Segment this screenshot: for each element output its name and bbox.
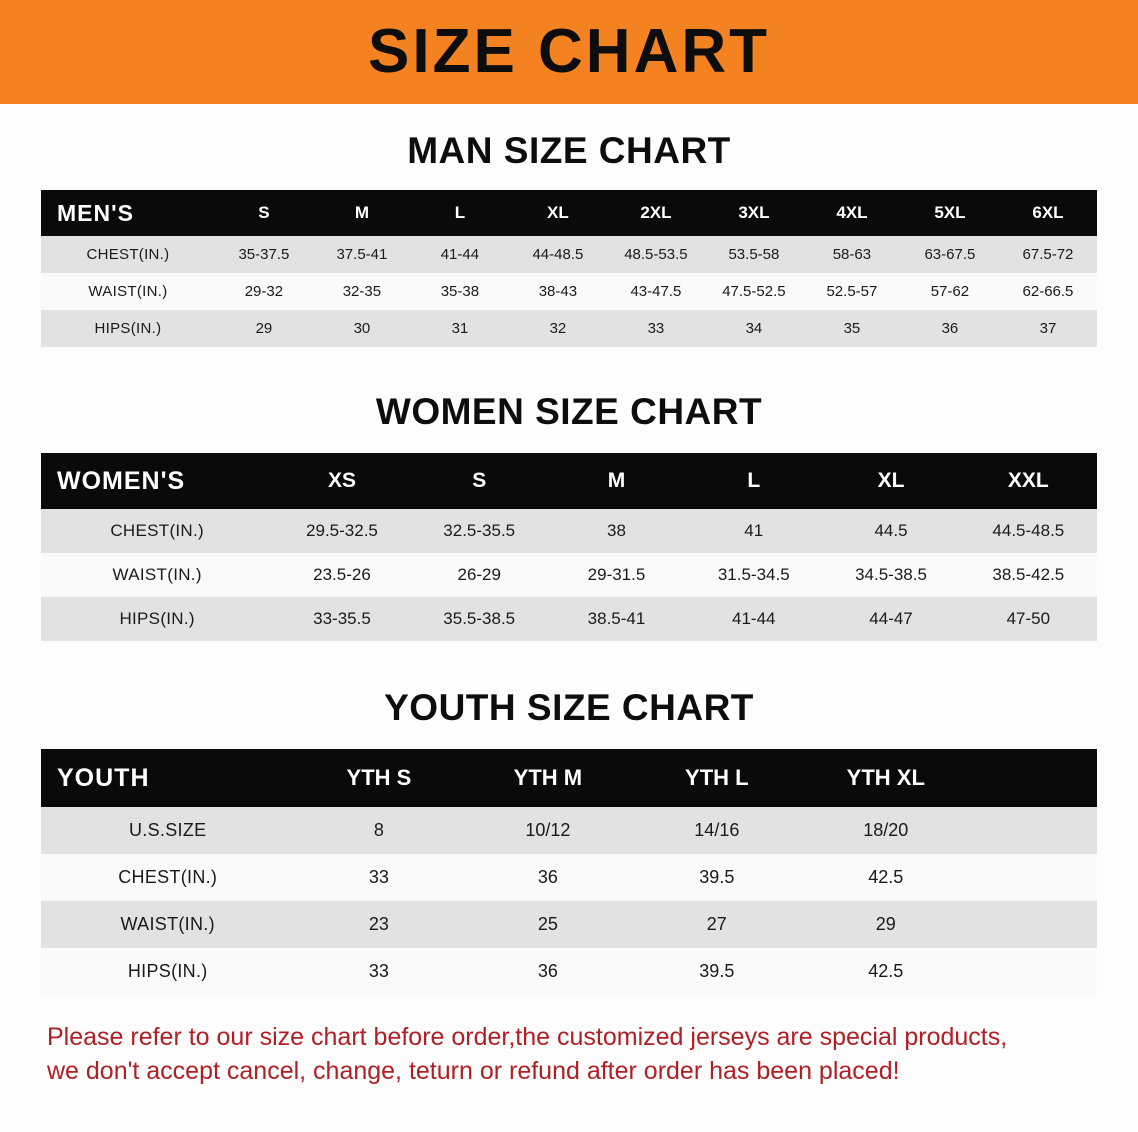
men-row-0-cell-1: 37.5-41 bbox=[313, 236, 411, 273]
youth-row-3-cell-1: 36 bbox=[463, 948, 632, 995]
youth-row-2-spacer bbox=[970, 901, 1097, 948]
men-table-header-row bbox=[41, 190, 1097, 236]
women-row-2-cell-5: 47-50 bbox=[960, 597, 1097, 641]
youth-row-3-spacer bbox=[970, 948, 1097, 995]
women-row-0-label: CHEST(IN.) bbox=[41, 509, 273, 553]
youth-row-1-cell-1: 36 bbox=[463, 854, 632, 901]
youth-row-2-cell-2: 27 bbox=[632, 901, 801, 948]
youth-row-2-cell-3: 29 bbox=[801, 901, 970, 948]
table-row bbox=[41, 854, 1097, 901]
men-row-0-cell-8: 67.5-72 bbox=[999, 236, 1097, 273]
women-row-0-cell-4: 44.5 bbox=[822, 509, 959, 553]
women-row-1-cell-1: 26-29 bbox=[411, 553, 548, 597]
youth-row-2-cell-1: 25 bbox=[463, 901, 632, 948]
youth-row-1-cell-2: 39.5 bbox=[632, 854, 801, 901]
men-row-2-cell-5: 34 bbox=[705, 310, 803, 347]
men-col-3: XL bbox=[509, 190, 607, 236]
youth-row-1-cell-3: 42.5 bbox=[801, 854, 970, 901]
youth-col-2: YTH L bbox=[632, 749, 801, 807]
men-row-0-cell-2: 41-44 bbox=[411, 236, 509, 273]
men-row-0-cell-7: 63-67.5 bbox=[901, 236, 999, 273]
table-row bbox=[41, 901, 1097, 948]
youth-row-3-cell-0: 33 bbox=[294, 948, 463, 995]
table-row bbox=[41, 553, 1097, 597]
youth-col-1: YTH M bbox=[463, 749, 632, 807]
men-col-5: 3XL bbox=[705, 190, 803, 236]
women-row-1-cell-4: 34.5-38.5 bbox=[822, 553, 959, 597]
men-row-1-cell-3: 38-43 bbox=[509, 273, 607, 310]
women-col-1: S bbox=[411, 453, 548, 509]
women-row-0-cell-0: 29.5-32.5 bbox=[273, 509, 410, 553]
women-row-2-label: HIPS(IN.) bbox=[41, 597, 273, 641]
youth-row-2-label: WAIST(IN.) bbox=[41, 901, 294, 948]
youth-row-0-cell-1: 10/12 bbox=[463, 807, 632, 854]
men-row-1-cell-1: 32-35 bbox=[313, 273, 411, 310]
women-section-title: WOMEN SIZE CHART bbox=[375, 391, 763, 432]
women-row-1-label: WAIST(IN.) bbox=[41, 553, 273, 597]
women-size-table bbox=[41, 453, 1097, 641]
youth-row-0-label: U.S.SIZE bbox=[41, 807, 294, 854]
women-col-4: XL bbox=[822, 453, 959, 509]
women-row-2-cell-2: 38.5-41 bbox=[548, 597, 685, 641]
disclaimer-note bbox=[39, 1021, 1099, 1088]
women-row-2-cell-3: 41-44 bbox=[685, 597, 822, 641]
men-row-2-cell-4: 33 bbox=[607, 310, 705, 347]
youth-row-2-cell-0: 23 bbox=[294, 901, 463, 948]
youth-section-title: YOUTH SIZE CHART bbox=[384, 687, 754, 728]
man-table-wrapper bbox=[41, 190, 1097, 347]
youth-row-0-cell-0: 8 bbox=[294, 807, 463, 854]
men-row-2-cell-6: 35 bbox=[803, 310, 901, 347]
men-col-6: 4XL bbox=[803, 190, 901, 236]
disclaimer-line-1: Please refer to our size chart before order,the customized jerseys are special products, bbox=[47, 1023, 1008, 1051]
table-row bbox=[41, 236, 1097, 273]
youth-table-header-row bbox=[41, 749, 1097, 807]
men-row-2-cell-7: 36 bbox=[901, 310, 999, 347]
youth-header-label: YOUTH bbox=[41, 749, 294, 807]
women-col-2: M bbox=[548, 453, 685, 509]
table-row bbox=[41, 273, 1097, 310]
women-col-5: XXL bbox=[960, 453, 1097, 509]
youth-row-1-cell-0: 33 bbox=[294, 854, 463, 901]
men-row-1-cell-7: 57-62 bbox=[901, 273, 999, 310]
men-row-1-cell-0: 29-32 bbox=[215, 273, 313, 310]
women-row-1-cell-5: 38.5-42.5 bbox=[960, 553, 1097, 597]
table-row bbox=[41, 807, 1097, 854]
women-row-0-cell-1: 32.5-35.5 bbox=[411, 509, 548, 553]
men-row-2-cell-8: 37 bbox=[999, 310, 1097, 347]
disclaimer-line-2: we don't accept cancel, change, teturn or refund after order has been placed! bbox=[47, 1056, 900, 1085]
youth-row-3-cell-2: 39.5 bbox=[632, 948, 801, 995]
men-col-1: M bbox=[313, 190, 411, 236]
men-size-table bbox=[41, 190, 1097, 347]
youth-col-spacer bbox=[970, 749, 1097, 807]
men-col-4: 2XL bbox=[607, 190, 705, 236]
women-table-wrapper bbox=[41, 453, 1097, 641]
man-section-title: MAN SIZE CHART bbox=[407, 130, 731, 171]
banner bbox=[0, 0, 1138, 104]
women-row-0-cell-3: 41 bbox=[685, 509, 822, 553]
youth-row-1-spacer bbox=[970, 854, 1097, 901]
women-table-header-row bbox=[41, 453, 1097, 509]
men-row-0-label: CHEST(IN.) bbox=[41, 236, 215, 273]
women-row-2-cell-4: 44-47 bbox=[822, 597, 959, 641]
table-row bbox=[41, 310, 1097, 347]
youth-row-0-cell-3: 18/20 bbox=[801, 807, 970, 854]
men-row-2-cell-3: 32 bbox=[509, 310, 607, 347]
women-row-1-cell-3: 31.5-34.5 bbox=[685, 553, 822, 597]
men-row-0-cell-5: 53.5-58 bbox=[705, 236, 803, 273]
table-row bbox=[41, 948, 1097, 995]
men-row-1-cell-6: 52.5-57 bbox=[803, 273, 901, 310]
men-row-2-cell-2: 31 bbox=[411, 310, 509, 347]
women-row-1-cell-2: 29-31.5 bbox=[548, 553, 685, 597]
men-row-1-cell-4: 43-47.5 bbox=[607, 273, 705, 310]
men-row-0-cell-4: 48.5-53.5 bbox=[607, 236, 705, 273]
youth-size-table bbox=[41, 749, 1097, 995]
page-title: SIZE CHART bbox=[368, 17, 770, 86]
men-row-0-cell-3: 44-48.5 bbox=[509, 236, 607, 273]
men-col-8: 6XL bbox=[999, 190, 1097, 236]
women-header-label: WOMEN'S bbox=[41, 453, 273, 509]
women-row-0-cell-2: 38 bbox=[548, 509, 685, 553]
youth-row-0-spacer bbox=[970, 807, 1097, 854]
table-row bbox=[41, 509, 1097, 553]
men-header-label: MEN'S bbox=[41, 190, 215, 236]
men-row-2-label: HIPS(IN.) bbox=[41, 310, 215, 347]
men-row-1-cell-5: 47.5-52.5 bbox=[705, 273, 803, 310]
table-row bbox=[41, 597, 1097, 641]
men-row-1-cell-8: 62-66.5 bbox=[999, 273, 1097, 310]
women-row-2-cell-0: 33-35.5 bbox=[273, 597, 410, 641]
women-row-0-cell-5: 44.5-48.5 bbox=[960, 509, 1097, 553]
men-row-0-cell-0: 35-37.5 bbox=[215, 236, 313, 273]
men-col-7: 5XL bbox=[901, 190, 999, 236]
youth-row-3-cell-3: 42.5 bbox=[801, 948, 970, 995]
men-row-2-cell-0: 29 bbox=[215, 310, 313, 347]
youth-row-3-label: HIPS(IN.) bbox=[41, 948, 294, 995]
men-row-2-cell-1: 30 bbox=[313, 310, 411, 347]
men-row-1-label: WAIST(IN.) bbox=[41, 273, 215, 310]
women-col-0: XS bbox=[273, 453, 410, 509]
youth-row-0-cell-2: 14/16 bbox=[632, 807, 801, 854]
youth-row-1-label: CHEST(IN.) bbox=[41, 854, 294, 901]
youth-col-3: YTH XL bbox=[801, 749, 970, 807]
men-col-2: L bbox=[411, 190, 509, 236]
youth-col-0: YTH S bbox=[294, 749, 463, 807]
youth-table-wrapper bbox=[41, 749, 1097, 995]
men-row-0-cell-6: 58-63 bbox=[803, 236, 901, 273]
men-col-0: S bbox=[215, 190, 313, 236]
women-col-3: L bbox=[685, 453, 822, 509]
men-row-1-cell-2: 35-38 bbox=[411, 273, 509, 310]
women-row-1-cell-0: 23.5-26 bbox=[273, 553, 410, 597]
women-row-2-cell-1: 35.5-38.5 bbox=[411, 597, 548, 641]
